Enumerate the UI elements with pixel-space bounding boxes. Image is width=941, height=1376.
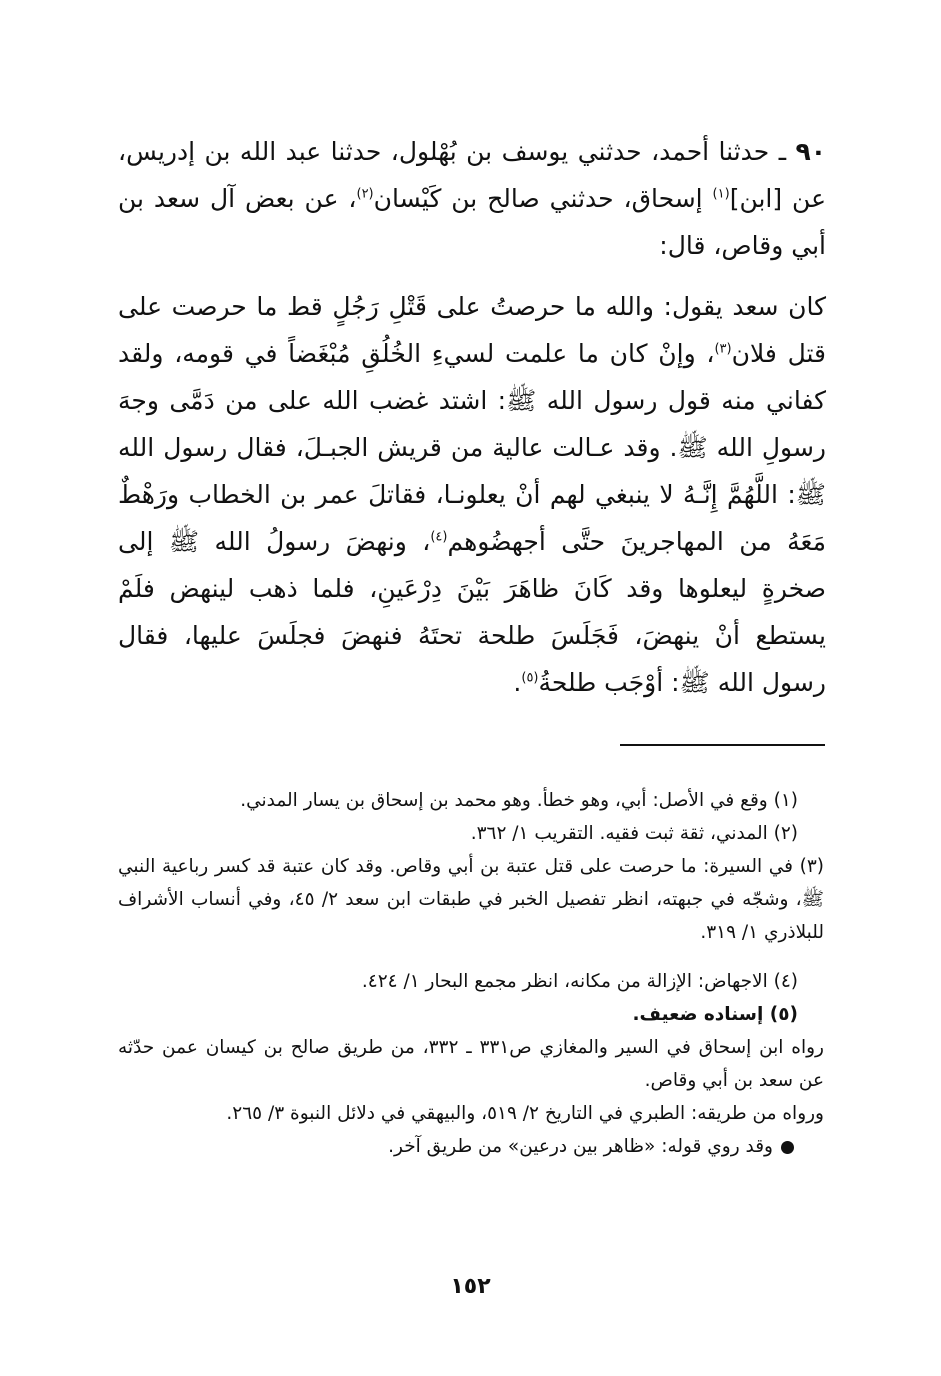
matn-text-1: كان سعد يقول: والله ما حرصتُ على قَتْلِ رَجُلٍ قط ما حرصت على قتل فلان	[118, 292, 826, 368]
hadith-isnad-paragraph	[118, 128, 826, 269]
bullet-icon	[781, 1141, 794, 1154]
matn-end: .	[513, 668, 522, 697]
matn-text-2: ، وإنْ كان ما علمت لسيءِ الخُلُقِ مُبْغَضاً في قومه، ولقد كفاني منه قول رسول الله ﷺ: اشتد غضب الله على من دَمَّى وجهَ رسولِ الله ﷺ. وقد عـالت عالية من قريش الجبـلَ، فقال رسول الله ﷺ: اللَّهُمَّ إِنَّـهُ لا ينبغي لهم أنْ يعلونـا، فقاتلَ عمر بن الخطاب ورَهْطٌ مَعَهُ من المهاجرينَ حتَّى أجهضُوهم	[118, 339, 826, 556]
footnote-rawah-1: رواه ابن إسحاق في السير والمغازي ص٣٣١ ـ ٣٣٢، من طريق صالح بن كيسان عمن حدّثه عن سعد بن أبي وقاص.	[118, 1037, 824, 1091]
footnote-marker-2: (٢)	[356, 186, 374, 202]
footnote-marker-5: (٥)	[521, 670, 539, 686]
bullet-note-text: وقد روي قوله: «ظاهر بين درعين» من طريق آخر.	[388, 1136, 773, 1157]
footnote-1: (١) وقع في الأصل: أبي، وهو خطأ. وهو محمد بن إسحاق بن يسار المدني.	[240, 790, 798, 811]
footnote-5	[118, 998, 824, 1031]
matn-text-3: ، ونهضَ رسولُ الله ﷺ إلى صخرةٍ ليعلوها وقد كَانَ ظاهَرَ بَيْنَ دِرْعَينِ، فلما ذهب لينهض فلَمْ يستطع أنْ ينهضَ، فَجَلَسَ طلحة تحتَهُ فنهضَ فجلَسَ عليها، فقال رسول الله ﷺ: أوْجَب طلحةُ	[118, 527, 826, 697]
hadith-number: ٩٠	[795, 137, 826, 166]
page-number: ١٥٢	[450, 1274, 491, 1299]
footnote-divider	[620, 744, 825, 746]
footnotes-section	[118, 784, 824, 1163]
footnote-bullet-note	[118, 1130, 824, 1163]
footnote-4: (٤) الاجهاض: الإزالة من مكانه، انظر مجمع البحار ١/ ٤٢٤.	[361, 971, 798, 992]
footnote-marker-1: (١)	[712, 186, 730, 202]
footnote-marker-4: (٤)	[430, 529, 448, 545]
footnote-2: (٢) المدني، ثقة ثبت فقيه. التقريب ١/ ٣٦٢.	[470, 823, 798, 844]
isnad-text-3: ، عن بعض آل سعد بن أبي وقاص، قال:	[118, 184, 826, 260]
footnote-marker-3: (٣)	[714, 341, 732, 357]
isnad-text-2: إسحاق، حدثني صالح بن كَيْسان	[373, 184, 713, 213]
footnote-3: (٣) في السيرة: ما حرصت على قتل عتبة بن أبي وقاص. وقد كان عتبة قد كسر رباعية النبي ﷺ، وشجّه في جبهته، انظر تفصيل الخبر في طبقات ابن سعد ٢/ ٤٥، وفي أنساب الأشراف للبلاذري ١/ ٣١٩.	[118, 856, 825, 943]
footnote-5-text: (٥) إسناده ضعيف.	[632, 1004, 798, 1025]
hadith-matn-paragraph	[118, 283, 826, 706]
footnote-rawah-2: ورواه من طريقه: الطبري في التاريخ ٢/ ٥١٩، والبيهقي في دلائل النبوة ٣/ ٢٦٥.	[226, 1103, 824, 1124]
isnad-text-1: ـ حدثنا أحمد، حدثني يوسف بن بُهْلول، حدثنا عبد الله بن إدريس، عن [ابن]	[118, 137, 826, 213]
